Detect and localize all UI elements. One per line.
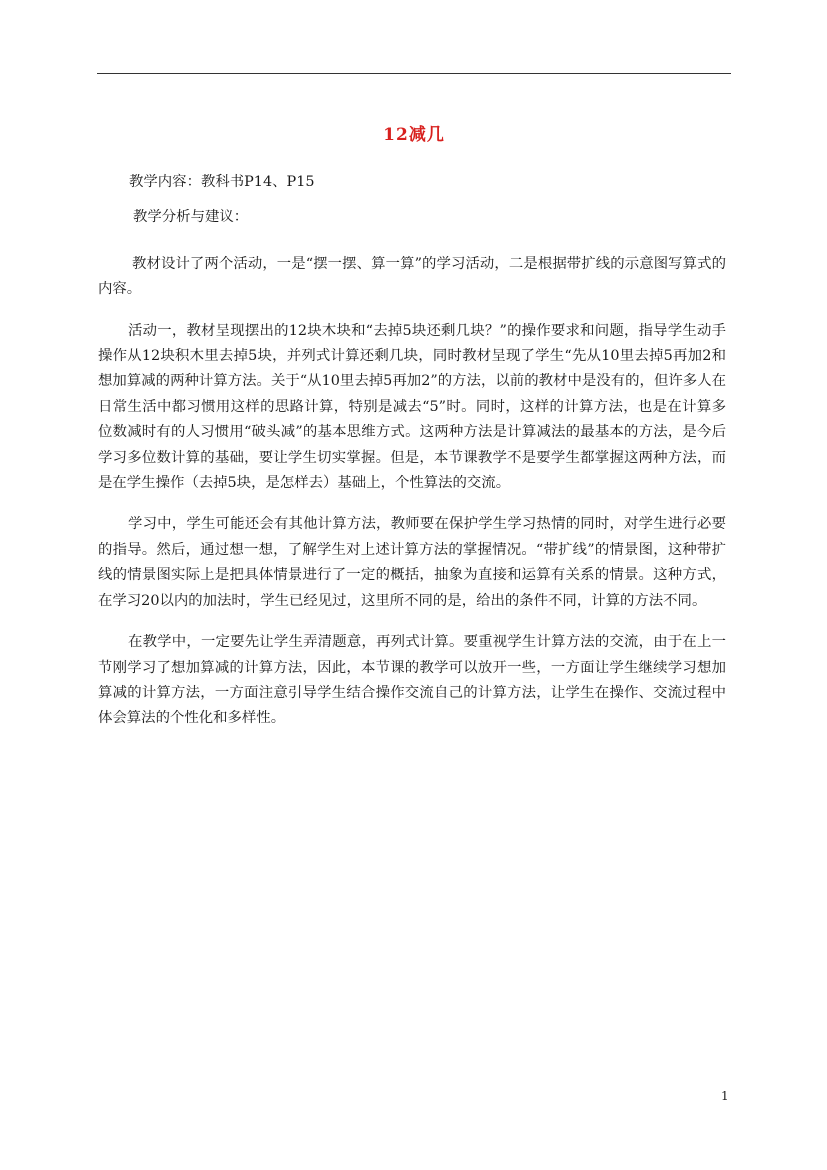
paragraph-1: 教材设计了两个活动，一是“摆一摆、算一算”的学习活动，二是根据带扩线的示意图写算式的内容。 [98,255,726,298]
paragraph-3: 学习中，学生可能还会有其他计算方法，教师要在保护学生学习热情的同时，对学生进行必要的指导。然后，通过想一想，了解学生对上述计算方法的掌握情况。“带扩线”的情景图，这种带扩线的情景图实际上是把具体情景进行了一定的概括，抽象为直接和运算有关系的情景。这种方式，在学习20以内的加法时，学生已经见过，这里所不同的是，给出的条件不同，计算的方法不同。 [98,516,726,609]
header-rule [97,73,731,74]
teaching-content: 教学内容：教科书P14、P15 [129,174,315,190]
analysis-heading: 教学分析与建议： [133,209,249,226]
page-number: 1 [721,1089,729,1103]
paragraph-2: 活动一，教材呈现摆出的12块木块和“去掉5块还剩几块？”的操作要求和问题，指导学生动手操作从12块积木里去掉5块，并列式计算还剩几块，同时教材呈现了学生“先从10里去掉5再加2和想加算减的两种计算方法。关于“从10里去掉5再加2”的方法，以前的教材中是没有的，但许多人在日常生活中都习惯用这样的思路计算，特别是减去“5”时。同时，这样的计算方法，也是在计算多位数减时有的人习惯用“破头减”的基本思维方式。这两种方法是计算减法的最基本的方法，是今后学习多位数计算的基础，要让学生切实掌握。但是，本节课教学不是要学生都掌握这两种方法，而是在学生操作（去掉5块，是怎样去）基础上，个性算法的交流。 [98,322,726,492]
document-body [98,170,726,748]
page-title: 12减几 [383,125,445,145]
paragraph-4: 在教学中，一定要先让学生弄清题意，再列式计算。要重视学生计算方法的交流，由于在上一节刚学习了想加算减的计算方法，因此，本节课的教学可以放开一些，一方面让学生继续学习想加算减的计算方法，一方面注意引导学生结合操作交流自己的计算方法，让学生在操作、交流过程中体会算法的个性化和多样性。 [98,634,726,727]
